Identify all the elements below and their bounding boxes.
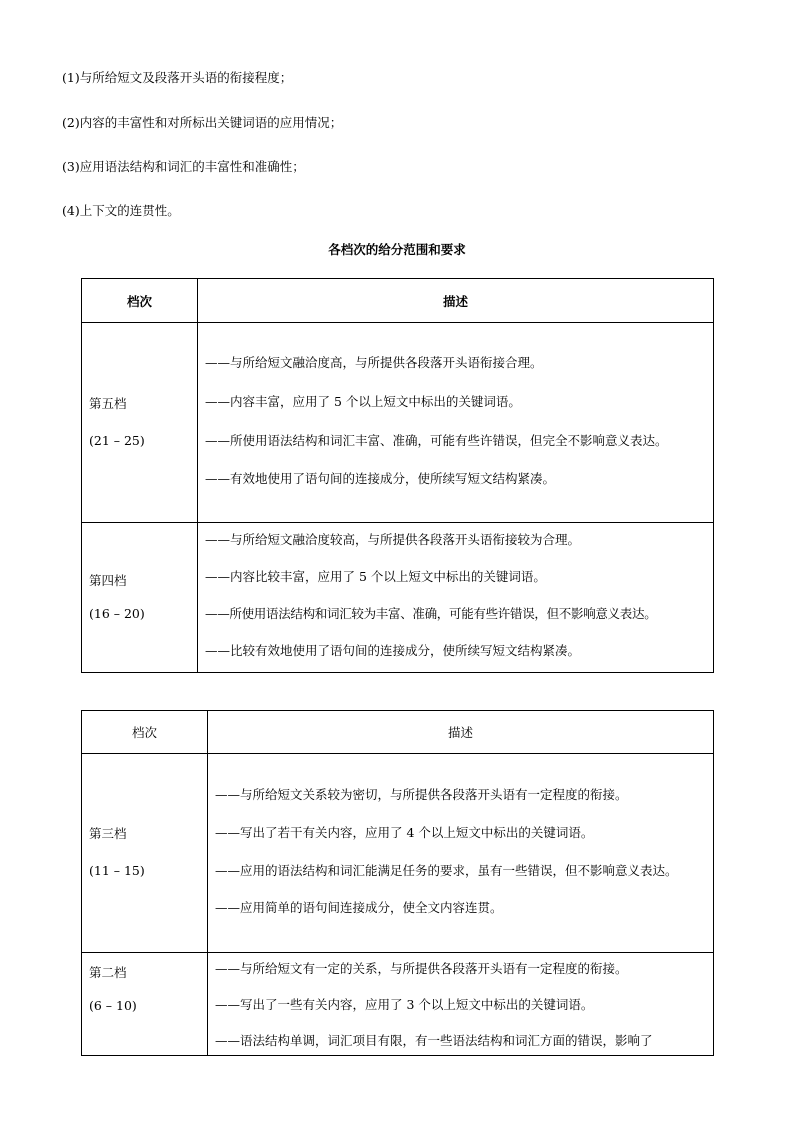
description-line: ——应用的语法结构和词汇能满足任务的要求，虽有一些错误，但不影响意义表达。 — [215, 862, 678, 878]
description-line: ——与所给短文有一定的关系，与所提供各段落开头语有一定程度的衔接。 — [215, 961, 628, 976]
table-row — [82, 953, 714, 1056]
description-cell — [198, 323, 714, 523]
scoring-table-upper — [81, 278, 714, 673]
score-range: (11 – 15) — [89, 863, 145, 878]
description-line: ——所使用语法结构和词汇较为丰富、准确，可能有些许错误，但不影响意义表达。 — [205, 606, 657, 621]
level-name: 第二档 — [89, 965, 127, 980]
table-row — [82, 323, 714, 523]
header-description: 描述 — [198, 279, 714, 323]
level-cell — [82, 953, 208, 1056]
score-range: (16 – 20) — [89, 605, 145, 621]
level-cell — [82, 754, 208, 953]
description-cell — [208, 953, 714, 1056]
criterion-2: (2)内容的丰富性和对所标出关键词语的应用情况； — [62, 115, 343, 130]
table-header-row — [82, 279, 714, 323]
description-cell — [198, 523, 714, 673]
description-line: ——比较有效地使用了语句间的连接成分，使所续写短文结构紧凑。 — [205, 643, 581, 658]
level-cell — [82, 323, 198, 523]
description-line: ——应用简单的语句间连接成分，使全文内容连贯。 — [215, 899, 503, 915]
score-range: (21 – 25) — [89, 432, 145, 448]
description-line: ——所使用语法结构和词汇丰富、准确，可能有些许错误，但完全不影响意义表达。 — [205, 432, 668, 448]
table-row — [82, 523, 714, 673]
level-name: 第三档 — [89, 826, 127, 842]
header-level: 档次 — [82, 279, 198, 323]
description-line: ——与所给短文融洽度较高，与所提供各段落开头语衔接较为合理。 — [205, 532, 581, 547]
level-cell — [82, 523, 198, 673]
header-level: 档次 — [82, 711, 208, 754]
criterion-4: (4)上下文的连贯性。 — [62, 203, 180, 218]
criterion-3: (3)应用语法结构和词汇的丰富性和准确性； — [62, 159, 305, 174]
description-line: ——写出了一些有关内容，应用了 3 个以上短文中标出的关键词语。 — [215, 997, 594, 1012]
header-description: 描述 — [208, 711, 714, 754]
description-line: ——内容丰富，应用了 5 个以上短文中标出的关键词语。 — [205, 393, 521, 409]
level-name: 第四档 — [89, 572, 127, 588]
description-line: ——内容比较丰富，应用了 5 个以上短文中标出的关键词语。 — [205, 569, 546, 584]
level-name: 第五档 — [89, 395, 127, 411]
description-line: ——语法结构单调，词汇项目有限，有一些语法结构和词汇方面的错误，影响了 — [215, 1033, 653, 1048]
table-row — [82, 754, 714, 953]
description-line: ——有效地使用了语句间的连接成分，使所续写短文结构紧凑。 — [205, 470, 556, 486]
description-line: ——写出了若干有关内容，应用了 4 个以上短文中标出的关键词语。 — [215, 824, 594, 840]
criterion-1: (1)与所给短文及段落开头语的衔接程度； — [62, 70, 293, 85]
scoring-table-lower — [81, 710, 714, 1056]
table-title: 各档次的给分范围和要求 — [328, 242, 466, 257]
score-range: (6 – 10) — [89, 997, 137, 1013]
description-cell — [208, 754, 714, 953]
table-header-row — [82, 711, 714, 754]
description-line: ——与所给短文关系较为密切，与所提供各段落开头语有一定程度的衔接。 — [215, 786, 628, 802]
description-line: ——与所给短文融洽度高，与所提供各段落开头语衔接合理。 — [205, 354, 543, 370]
